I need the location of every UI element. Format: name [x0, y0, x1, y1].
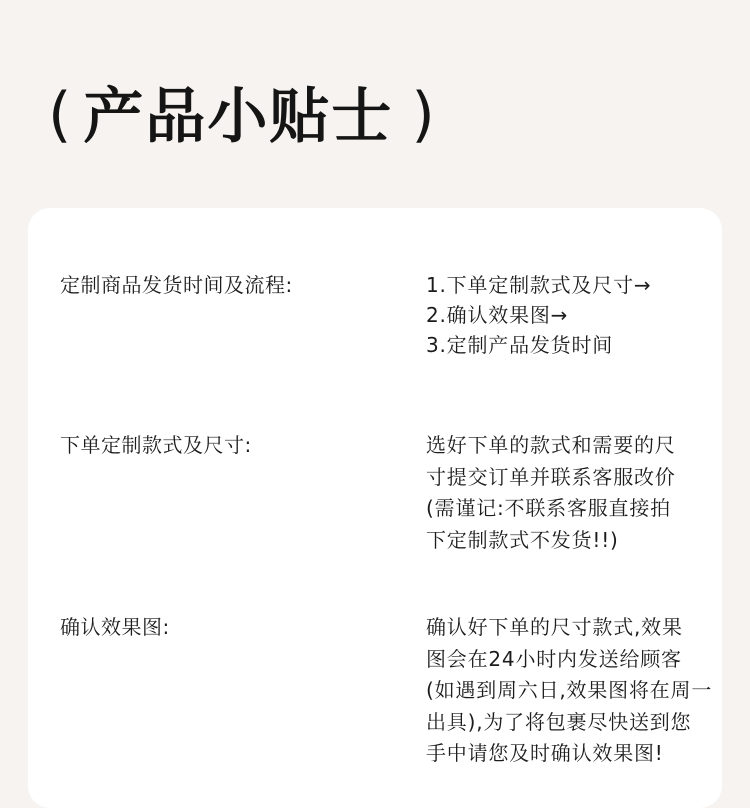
tip-detail-line: 3.定制产品发货时间 — [426, 333, 614, 357]
tip-detail-line: 图会在24小时内发送给顾客 — [426, 646, 682, 671]
tip-detail-line: 确认好下单的尺寸款式,效果 — [426, 615, 683, 639]
tip-detail-line: 手中请您及时确认效果图! — [426, 741, 664, 765]
tip-detail-line: (需谨记:不联系客服直接拍 — [426, 496, 671, 520]
tip-detail-line: 寸提交订单并联系客服改价 — [426, 464, 676, 489]
tip-detail-line: 出具),为了将包裹尽快送到您 — [426, 709, 692, 734]
tips-card — [28, 208, 722, 808]
tip-detail-line: 1.下单定制款式及尺寸→ — [426, 273, 652, 297]
title-open-paren: ( — [48, 80, 74, 150]
tip-detail-line: 下定制款式不发货!!) — [426, 527, 619, 552]
tip-detail-list — [426, 430, 716, 556]
page-title — [48, 72, 437, 162]
title-close-paren: ) — [411, 80, 437, 150]
title-text: 产品小贴士 — [83, 82, 394, 152]
tip-detail-line: (如遇到周六日,效果图将在周一 — [426, 678, 713, 702]
tip-label: 确认效果图: — [60, 615, 170, 639]
tip-detail-line: 选好下单的款式和需要的尺 — [426, 433, 676, 457]
tip-detail-list — [426, 270, 716, 360]
tip-detail-list — [426, 612, 716, 770]
tip-label: 定制商品发货时间及流程: — [60, 273, 293, 297]
tip-label: 下单定制款式及尺寸: — [60, 433, 252, 457]
tip-detail-line: 2.确认效果图→ — [426, 303, 569, 327]
